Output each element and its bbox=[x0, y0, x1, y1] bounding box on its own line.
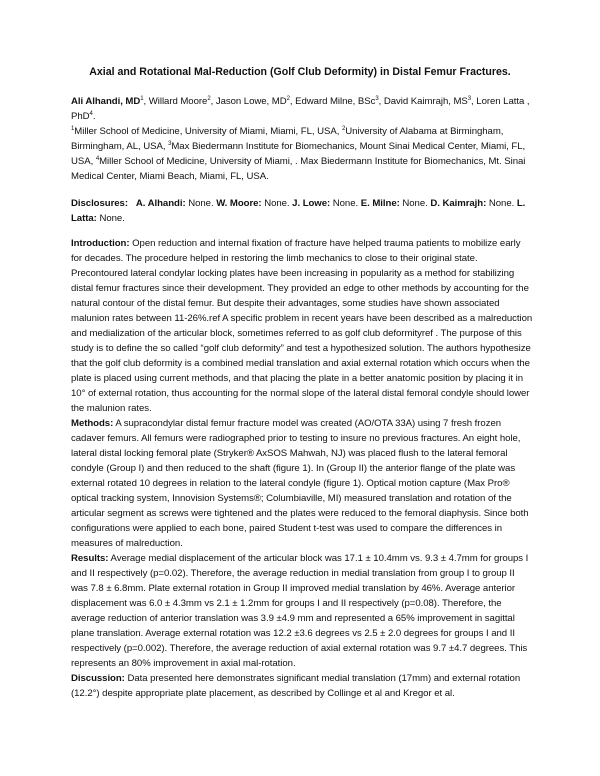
affil-sup: 4 bbox=[95, 155, 100, 162]
author-name: David Kaimrajh, MS bbox=[383, 96, 468, 107]
disclosure-name: E. Milne: bbox=[360, 198, 400, 209]
separator: , bbox=[378, 96, 384, 107]
affiliation: Miller School of Medicine, University of Miami, Miami, FL, USA, bbox=[74, 126, 342, 137]
author-affil-sup: 3 bbox=[467, 95, 472, 102]
disclosure-name: A. Alhandi: bbox=[135, 198, 186, 209]
separator: , bbox=[210, 96, 216, 107]
section-text: A supracondylar distal femur fracture model was created (AO/OTA 33A) using 7 fresh frozen cadaver femurs. All femurs were radiographed prior to testing to insure no previous fractures. An eight hole, lateral distal locking femoral plate (Stryker® AxSOS Mahwah, NJ) was placed flush to the lateral femoral condyle (Group I) and then reduced to the shaft (figure 1). In (Group II) the anterior flange of the plate was external rotated 10 degrees in relation to the lateral condyle (figure 1). Optical motion capture (Max Pro® optical tracking system, Innovision Systems®; Columbiaville, MI) measured translation and rotation of the articular segment as screws were tightened and the plates were reduced to the femoral diaphysis. Since both configurations were applied to each bone, paired Student t-test was used to compare the differences in measures of malreduction. bbox=[71, 418, 529, 549]
section-introduction bbox=[71, 236, 533, 416]
disclosure-name: L. Latta: bbox=[71, 198, 526, 224]
disclosure-value: None. bbox=[399, 198, 431, 209]
author-name: Willard Moore bbox=[148, 96, 208, 107]
affil-sup: 1 bbox=[71, 125, 75, 132]
disclosures-label: Disclosures: bbox=[71, 198, 128, 209]
disclosure-name: J. Lowe: bbox=[292, 198, 331, 209]
section-label: Discussion: bbox=[71, 673, 125, 684]
section-text: Data presented here demonstrates significant medial translation (17mm) and external rotation (12.2°) despite appropriate plate placement, as described by Collinge et al and Kregor et al. bbox=[71, 673, 521, 699]
section-discussion bbox=[71, 671, 533, 701]
section-results bbox=[71, 551, 533, 671]
author-list bbox=[71, 94, 533, 124]
disclosure-value: None. bbox=[96, 213, 125, 224]
author-name: Loren Latta , PhD bbox=[71, 96, 530, 122]
section-text: Average medial displacement of the articular block was 17.1 ± 10.4mm vs. 9.3 ± 4.7mm for groups I and II respectively (p=0.02). Therefore, the average reduction in medial translation from group I to group II was 7.8 ± 6.8mm. Plate external rotation in Group II improved medial translation by 46%. Average anterior displacement was 6.0 ± 4.3mm vs 2.1 ± 1.2mm for groups I and II respectively (p=0.08). Therefore, the average reduction of anterior translation was 3.9 ±4.9 mm and represented a 65% improvement in sagittal plane translation. Average external rotation was 12.2 ±3.6 degrees vs 2.5 ± 2.0 degrees for groups I and II respectively (p=0.002). Therefore, the average reduction of axial external rotation was 9.7 ±4.7 degrees. This represents an 80% improvement in axial mal-rotation. bbox=[71, 553, 529, 669]
section-label: Introduction: bbox=[71, 238, 130, 249]
author-affil-sup: 2 bbox=[286, 95, 290, 102]
separator: , bbox=[471, 96, 477, 107]
document-title: Axial and Rotational Mal-Reduction (Golf Club Deformity) in Distal Femur Fractures. bbox=[89, 66, 511, 78]
author-affil-sup: 1 bbox=[140, 95, 144, 102]
disclosure-name: W. Moore: bbox=[216, 198, 262, 209]
disclosure-name: D. Kaimrajh: bbox=[430, 198, 487, 209]
section-label: Results: bbox=[71, 553, 109, 564]
affil-sup: 3 bbox=[168, 140, 172, 147]
author-name: Edward Milne, BSc bbox=[295, 96, 376, 107]
affil-sup: 2 bbox=[341, 125, 346, 132]
author-affil-sup: 4 bbox=[89, 110, 93, 117]
abstract-body bbox=[71, 236, 533, 701]
disclosure-value: None. bbox=[261, 198, 293, 209]
affiliation: University of Alabama at Birmingham, Birmingham, AL, USA, bbox=[71, 126, 504, 152]
affiliation: Miller School of Medicine, University of Miami, . Max Biedermann Institute for Biomechanics, Mt. Sinai Medical Center, Miami Beach, Miami, FL, USA. bbox=[71, 156, 526, 182]
affiliations bbox=[71, 124, 533, 184]
disclosure-value: None. bbox=[330, 198, 361, 209]
disclosures bbox=[71, 196, 533, 226]
author-affil-sup: 2 bbox=[207, 95, 211, 102]
section-text: Open reduction and internal fixation of fracture have helped trauma patients to mobilize early for decades. The procedure helped in restoring the limb mechanics to close to their original state. Precontoured lateral condylar locking plates have been increasing in popularity as a method for stabilizing distal femur fractures since their development. They provided an edge to other methods by accounting for the natural contour of the distal femur. But despite their advantages, some studies have shown associated malunion rates between 11-26%.ref A specific problem in recent years have been described as a malreduction and medialization of the articular block, sometimes referred to as golf club deformityref . The purpose of this study is to define the so called “golf club deformity” and test a hypothesized solution. The authors hypothesize that the golf club deformity is a combined medial translation and axial external rotation which occurs when the plate is placed using current methods, and that placing the plate in a better anatomic position by placing it in 10° of external rotation, thus accounting for the normal slope of the lateral distal femoral condyle should lower the malunion rates. bbox=[71, 238, 533, 414]
section-methods bbox=[71, 416, 533, 551]
author-name: Ali Alhandi, MD bbox=[71, 96, 141, 107]
author-affil-sup: 3 bbox=[375, 95, 379, 102]
separator: . bbox=[92, 111, 96, 122]
separator: , bbox=[289, 96, 296, 107]
disclosure-value: None. bbox=[185, 198, 217, 209]
affiliation: Max Biedermann Institute for Biomechanics, Mount Sinai Medical Center, Miami, FL, USA, bbox=[71, 141, 526, 167]
separator: , bbox=[143, 96, 149, 107]
section-label: Methods: bbox=[71, 418, 114, 429]
author-name: Jason Lowe, MD bbox=[215, 96, 287, 107]
disclosure-value: None. bbox=[486, 198, 517, 209]
